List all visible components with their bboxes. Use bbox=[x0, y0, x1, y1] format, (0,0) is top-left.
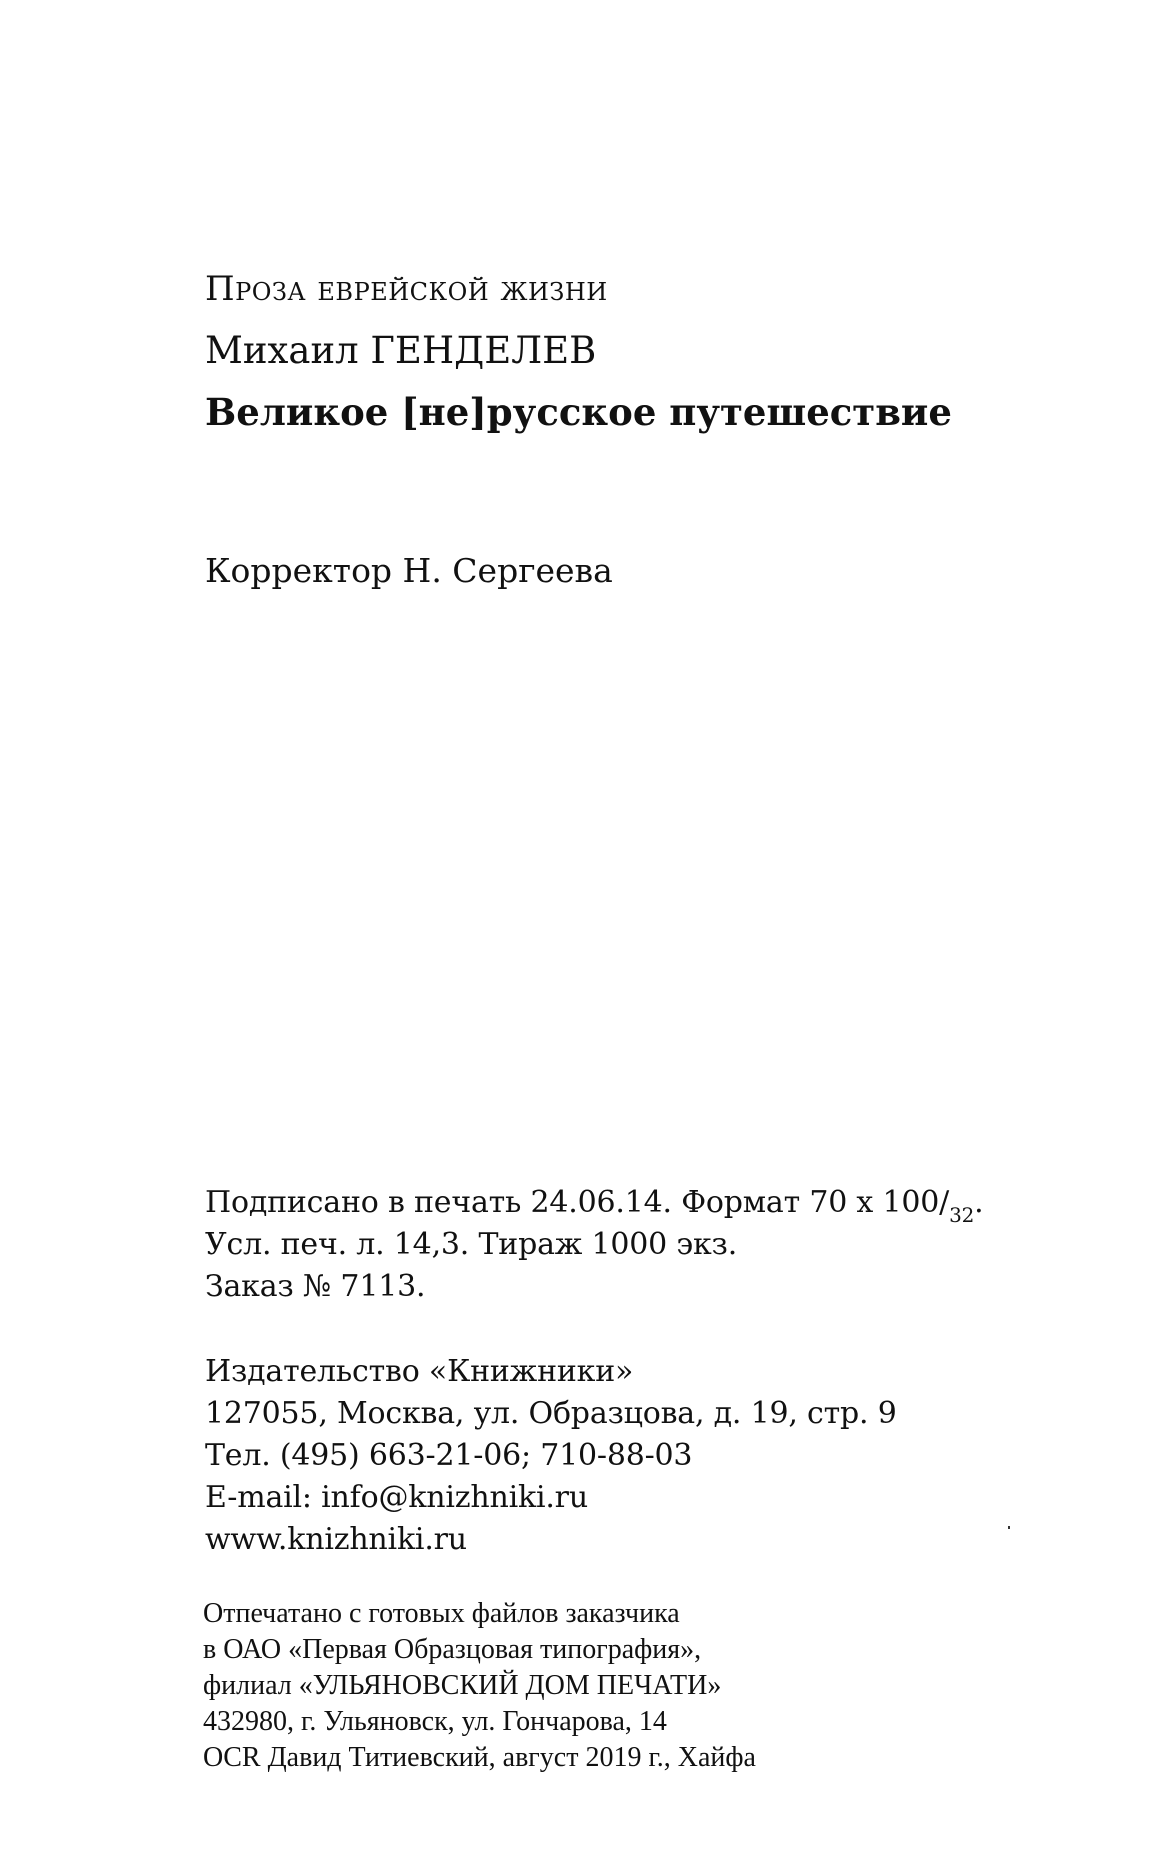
signed-to-print-text: Подписано в печать 24.06.14. Формат 70 х 100/ bbox=[205, 1185, 950, 1220]
ocr-credit: OCR Давид Титиевский, август 2019 г., Хайфа bbox=[203, 1742, 756, 1773]
printer-line-1: Отпечатано с готовых файлов заказчика bbox=[203, 1598, 680, 1629]
series-title: Проза еврейской жизни bbox=[205, 269, 608, 309]
format-subscript: 32 bbox=[949, 1203, 975, 1227]
order-number-line: Заказ № 7113. bbox=[205, 1269, 426, 1304]
corrector-credit: Корректор Н. Сергеева bbox=[205, 551, 613, 590]
publisher-phone: Тел. (495) 663-21-06; 710-88-03 bbox=[205, 1438, 693, 1473]
printer-line-2: в ОАО «Первая Образцовая типография», bbox=[203, 1634, 702, 1665]
book-title: Великое [не]русское путешествие bbox=[205, 390, 952, 434]
printer-line-3: филиал «УЛЬЯНОВСКИЙ ДОМ ПЕЧАТИ» bbox=[203, 1670, 722, 1701]
publisher-website: www.knizhniki.ru bbox=[205, 1522, 467, 1557]
scan-speck bbox=[1008, 1526, 1010, 1529]
signed-to-print-line bbox=[205, 1185, 984, 1227]
printer-address: 432980, г. Ульяновск, ул. Гончарова, 14 bbox=[203, 1706, 667, 1737]
print-sheets-line: Усл. печ. л. 14,3. Тираж 1000 экз. bbox=[205, 1227, 738, 1262]
publisher-address: 127055, Москва, ул. Образцова, д. 19, стр. 9 bbox=[205, 1396, 897, 1431]
signed-suffix: . bbox=[974, 1185, 984, 1220]
author-name: Михаил ГЕНДЕЛЕВ bbox=[205, 329, 597, 372]
publisher-name: Издательство «Книжники» bbox=[205, 1354, 634, 1389]
publisher-email: E-mail: info@knizhniki.ru bbox=[205, 1480, 588, 1515]
